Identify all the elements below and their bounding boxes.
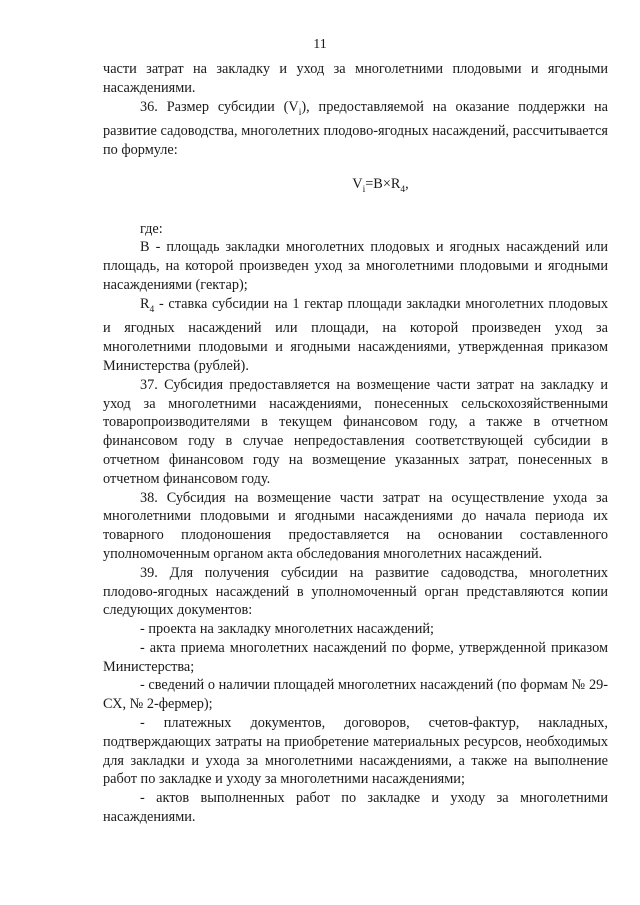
formula-v: V — [352, 175, 363, 192]
formula-sub-4: 4 — [400, 184, 406, 195]
paragraph-36-rest: ), предоставляемой на оказание поддержки на развитие садоводства, многолетних плодово-ягодных насаждений, рассчитывается по формуле: — [103, 98, 608, 159]
paragraph-36-subscript: i — [298, 107, 302, 118]
where-label: где: — [140, 220, 163, 237]
page-number: 11 — [313, 37, 327, 52]
paragraph-continuation: части затрат на закладку и уход за многолетними плодовыми и ягодными насаждениями. — [103, 61, 608, 96]
list-item: - акта приема многолетних насаждений по форме, утвержденной приказом Министерства; — [103, 639, 608, 675]
formula-sub-i: i — [362, 184, 366, 195]
definition-r4-symbol: R — [140, 295, 150, 312]
list-item: - проекта на закладку многолетних насаждений; — [140, 621, 434, 638]
formula-end: , — [405, 175, 409, 192]
document-body — [103, 60, 608, 827]
list-item: - платежных документов, договоров, счетов-фактур, накладных, подтверждающих затраты на приобретение материальных ресурсов, необходимых для закладки и ухода за многолетними насаждениями, а также на выполнение работ по закладке и уходу за многолетними насаждениями; — [103, 715, 608, 788]
formula — [103, 175, 608, 200]
paragraph-39: 39. Для получения субсидии на развитие садоводства, многолетних плодово-ягодных насаждений в уполномоченный орган представляются копии следующих документов: — [103, 564, 608, 619]
definition-r4 — [103, 295, 608, 376]
paragraph-36 — [103, 98, 608, 160]
list-item: - сведений о наличии площадей многолетних насаждений (по формам № 29-СХ, № 2-фермер); — [103, 677, 608, 713]
definition-r4-text: - ставка субсидии на 1 гектар площади закладки многолетних плодовых и ягодных насаждений или площади, на которой произведен уход за многолетними плодовыми и ягодными насаждениями, утвержденная приказом Министерства (рублей). — [103, 295, 608, 374]
definition-b: В - площадь закладки многолетних плодовых и ягодных насаждений или площадь, на которой произведен уход за многолетними плодовыми и ягодными насаждениями (гектар); — [103, 239, 608, 293]
paragraph-36-start: 36. Размер субсидии (V — [140, 98, 299, 115]
formula-body: =B×R — [365, 175, 401, 192]
paragraph-37: 37. Субсидия предоставляется на возмещение части затрат на закладку и уход за многолетними насаждениями, понесенных сельскохозяйственными товаропроизводителями в текущем финансовом году, а также в отчетном финансовом году в случае непредоставления соответствующей субсидии в отчетном финансовом году на возмещение указанных затрат, понесенных в отчетном финансовом году. — [103, 376, 608, 487]
definition-r4-subscript: 4 — [149, 304, 155, 315]
list-item: - актов выполненных работ по закладке и уходу за многолетними насаждениями. — [103, 790, 608, 826]
paragraph-38: 38. Субсидия на возмещение части затрат на осуществление ухода за многолетними плодовыми и ягодными насаждениями до начала периода их товарного плодоношения предоставляется на основании составленного уполномоченным органом акта обследования многолетних насаждений. — [103, 489, 608, 562]
